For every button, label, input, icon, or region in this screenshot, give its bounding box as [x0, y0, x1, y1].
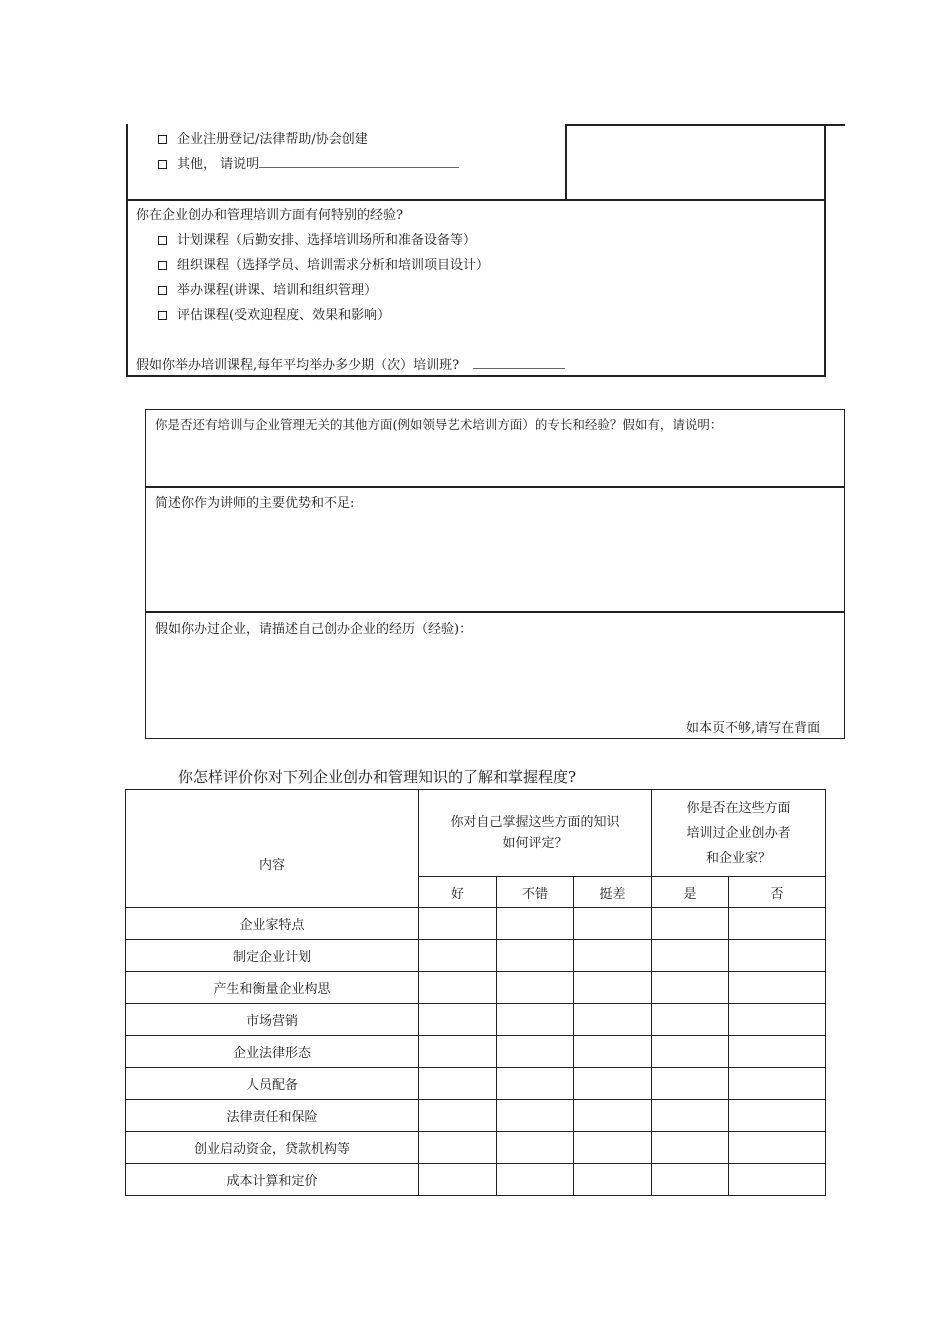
rating-cell[interactable] — [497, 1004, 574, 1036]
other-expertise-question: 你是否还有培训与企业管理无关的其他方面(例如领导艺术培训方面）的专长和经验？假如有，请说明： — [155, 417, 723, 432]
trained-cell[interactable] — [729, 1004, 826, 1036]
rating-table-title: 你怎样评价你对下列企业创办和管理知识的了解和掌握程度? — [178, 768, 577, 786]
experience-item-plan[interactable]: 计划课程（后勤安排、选择培训场所和准备设备等） — [158, 229, 476, 248]
checkbox-icon[interactable] — [158, 311, 167, 320]
table-row — [126, 1004, 826, 1036]
checkbox-item-other[interactable]: 其他， 请说明 — [158, 153, 459, 172]
trained-cell[interactable] — [729, 1132, 826, 1164]
rating-cell[interactable] — [419, 1100, 497, 1132]
strengths-question: 简述你作为讲师的主要优势和不足: — [155, 496, 355, 511]
trained-cell[interactable] — [652, 1004, 729, 1036]
trained-cell[interactable] — [729, 1100, 826, 1132]
trained-cell[interactable] — [729, 1164, 826, 1196]
rating-cell[interactable] — [497, 972, 574, 1004]
rating-cell[interactable] — [574, 1068, 652, 1100]
trained-cell[interactable] — [652, 1164, 729, 1196]
row-label: 企业家特点 — [126, 908, 419, 940]
rating-cell[interactable] — [419, 908, 497, 940]
row-label: 企业法律形态 — [126, 1036, 419, 1068]
row-label: 成本计算和定价 — [126, 1164, 419, 1196]
rating-cell[interactable] — [497, 908, 574, 940]
rating-cell[interactable] — [497, 940, 574, 972]
rating-cell[interactable] — [497, 1164, 574, 1196]
row-label: 人员配备 — [126, 1068, 419, 1100]
rating-cell[interactable] — [419, 972, 497, 1004]
rating-cell[interactable] — [419, 1068, 497, 1100]
business-history-answer[interactable] — [147, 638, 843, 713]
rating-cell[interactable] — [497, 1068, 574, 1100]
table-row — [126, 1164, 826, 1196]
rating-cell[interactable] — [574, 1004, 652, 1036]
trained-cell[interactable] — [729, 1068, 826, 1100]
option-good: 好 — [419, 877, 497, 908]
trained-cell[interactable] — [652, 1100, 729, 1132]
other-explain-field[interactable] — [259, 155, 459, 168]
trained-cell[interactable] — [729, 972, 826, 1004]
trained-cell[interactable] — [652, 1132, 729, 1164]
row-label: 法律责任和保险 — [126, 1100, 419, 1132]
rating-cell[interactable] — [574, 1164, 652, 1196]
row-label: 创业启动资金，贷款机构等 — [126, 1132, 419, 1164]
rating-cell[interactable] — [419, 1004, 497, 1036]
option-poor: 挺差 — [574, 877, 652, 908]
rating-cell[interactable] — [419, 1036, 497, 1068]
rating-cell[interactable] — [419, 940, 497, 972]
trained-cell[interactable] — [729, 908, 826, 940]
trained-cell[interactable] — [729, 940, 826, 972]
row-label: 市场营销 — [126, 1004, 419, 1036]
frequency-field[interactable] — [473, 356, 565, 369]
rating-cell[interactable] — [574, 972, 652, 1004]
business-history-question: 假如你办过企业，请描述自己创办企业的经历（经验)： — [155, 622, 473, 637]
table-row — [126, 1068, 826, 1100]
col-header-self-rating: 你对自己掌握这些方面的知识 如何评定？ — [419, 790, 652, 877]
trained-cell[interactable] — [729, 1036, 826, 1068]
option-fine: 不错 — [497, 877, 574, 908]
col-header-content: 内容 — [126, 790, 419, 908]
row-label: 制定企业计划 — [126, 940, 419, 972]
experience-item-evaluate[interactable]: 评估课程(受欢迎程度、效果和影响） — [158, 304, 390, 323]
trained-cell[interactable] — [652, 940, 729, 972]
table-row — [126, 1036, 826, 1068]
table-row — [126, 908, 826, 940]
experience-item-organize[interactable]: 组织课程（选择学员、培训需求分析和培训项目设计） — [158, 254, 489, 273]
trained-cell[interactable] — [652, 1068, 729, 1100]
table-row — [126, 972, 826, 1004]
rating-cell[interactable] — [497, 1100, 574, 1132]
col-header-trained: 你是否在这些方面 培训过企业创办者 和企业家？ — [652, 790, 826, 877]
checkbox-icon[interactable] — [158, 286, 167, 295]
overflow-note: 如本页不够,请写在背面 — [686, 721, 821, 736]
strengths-answer[interactable] — [147, 512, 843, 610]
rating-cell[interactable] — [574, 1132, 652, 1164]
other-expertise-answer[interactable] — [147, 435, 843, 485]
checkbox-item-registration[interactable]: 企业注册登记/法律帮助/协会创建 — [158, 128, 368, 147]
experience-item-deliver[interactable]: 举办课程(讲课、培训和组织管理） — [158, 279, 377, 298]
checkbox-icon[interactable] — [158, 135, 167, 144]
checkbox-icon[interactable] — [158, 236, 167, 245]
rating-cell[interactable] — [497, 1132, 574, 1164]
frequency-question: 假如你举办培训课程,每年平均举办多少期（次）培训班? — [136, 354, 565, 373]
table-row — [126, 1100, 826, 1132]
rating-cell[interactable] — [574, 940, 652, 972]
knowledge-rating-table — [125, 789, 826, 1196]
rating-cell[interactable] — [574, 1100, 652, 1132]
option-no: 否 — [729, 877, 826, 908]
rating-cell[interactable] — [497, 1036, 574, 1068]
experience-question: 你在企业创办和管理培训方面有何特别的经验? — [136, 208, 403, 223]
checkbox-icon[interactable] — [158, 261, 167, 270]
option-yes: 是 — [652, 877, 729, 908]
rating-cell[interactable] — [574, 908, 652, 940]
trained-cell[interactable] — [652, 972, 729, 1004]
row-label: 产生和衡量企业构思 — [126, 972, 419, 1004]
rating-cell[interactable] — [419, 1164, 497, 1196]
rating-cell[interactable] — [419, 1132, 497, 1164]
table-row — [126, 940, 826, 972]
trained-cell[interactable] — [652, 1036, 729, 1068]
rating-cell[interactable] — [574, 1036, 652, 1068]
trained-cell[interactable] — [652, 908, 729, 940]
table-row — [126, 1132, 826, 1164]
checkbox-icon[interactable] — [158, 160, 167, 169]
